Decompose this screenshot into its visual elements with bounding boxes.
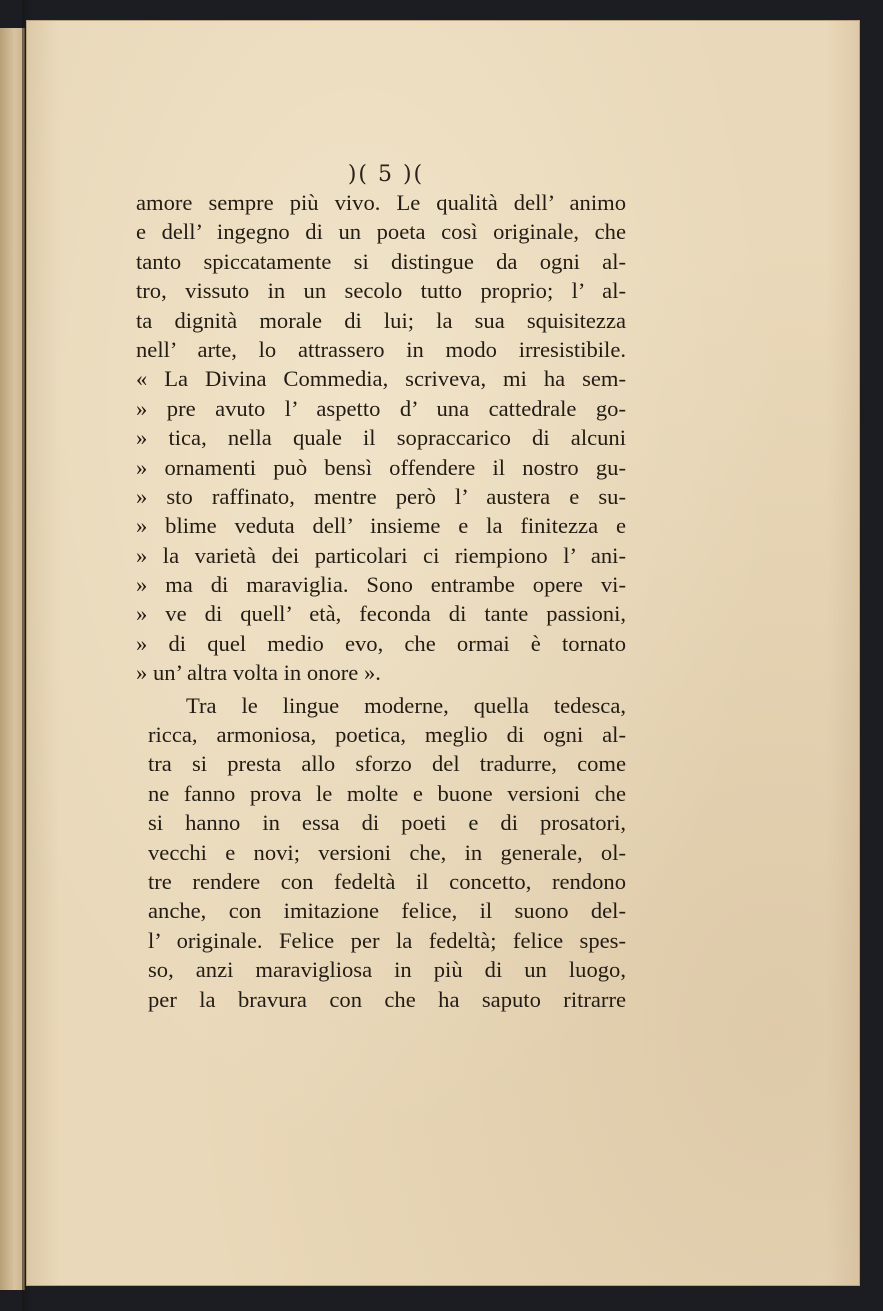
text-line: Tra le lingue moderne, quella tedesca,	[186, 692, 626, 718]
text-line: vecchi e novi; versioni che, in generale, ol-	[148, 839, 626, 865]
paragraph-1	[136, 188, 626, 688]
text-line: si hanno in essa di poeti e di prosatori,	[148, 810, 626, 836]
text-line: tre rendere con fedeltà il concetto, rendono	[148, 868, 626, 894]
text-line: amore sempre più vivo. Le qualità dell’ animo	[136, 190, 626, 215]
text-line: ricca, armoniosa, poetica, meglio di ogni al-	[148, 722, 626, 748]
text-line: nell’ arte, lo attrassero in modo irresistibile.	[136, 336, 626, 362]
text-line: so, anzi maravigliosa in più di un luogo,	[148, 957, 626, 983]
quote-line: » pre avuto l’ aspetto d’ una cattedrale go-	[136, 395, 626, 421]
paragraph-2	[136, 691, 626, 1014]
quote-line: » ornamenti può bensì offendere il nostro gu-	[136, 454, 626, 480]
quote-line: » sto raffinato, mentre però l’ austera e su-	[136, 483, 626, 509]
quote-line: » blime veduta dell’ insieme e la finitezza e	[136, 513, 626, 539]
quote-line: « La Divina Commedia, scriveva, mi ha sem-	[136, 366, 626, 392]
quote-line: » ve di quell’ età, feconda di tante passioni,	[136, 601, 626, 627]
quote-line: » ma di maraviglia. Sono entrambe opere vi-	[136, 572, 626, 598]
quote-line: » tica, nella quale il sopraccarico di alcuni	[136, 425, 626, 451]
quote-line: » un’ altra volta in onore ».	[136, 660, 381, 686]
text-line: tanto spiccatamente si distingue da ogni al-	[136, 248, 626, 274]
text-line: e dell’ ingegno di un poeta così originale, che	[136, 219, 626, 245]
text-line: anche, con imitazione felice, il suono del-	[148, 898, 626, 924]
text-line: l’ originale. Felice per la fedeltà; felice spes-	[148, 927, 626, 953]
text-line: ne fanno prova le molte e buone versioni che	[148, 780, 626, 806]
quote-line: » la varietà dei particolari ci riempiono l’ ani-	[136, 542, 626, 568]
body-text	[136, 188, 626, 1014]
text-line: ta dignità morale di lui; la sua squisitezza	[136, 307, 626, 333]
text-line: tra si presta allo sforzo del tradurre, come	[148, 751, 626, 777]
quote-line: » di quel medio evo, che ormai è tornato	[136, 630, 626, 656]
text-line: tro, vissuto in un secolo tutto proprio; l’ al-	[136, 278, 626, 304]
text-line: per la bravura con che ha saputo ritrarre	[148, 986, 626, 1012]
book-page	[26, 20, 860, 1286]
page-number-header: )( 5 )(	[347, 162, 425, 187]
